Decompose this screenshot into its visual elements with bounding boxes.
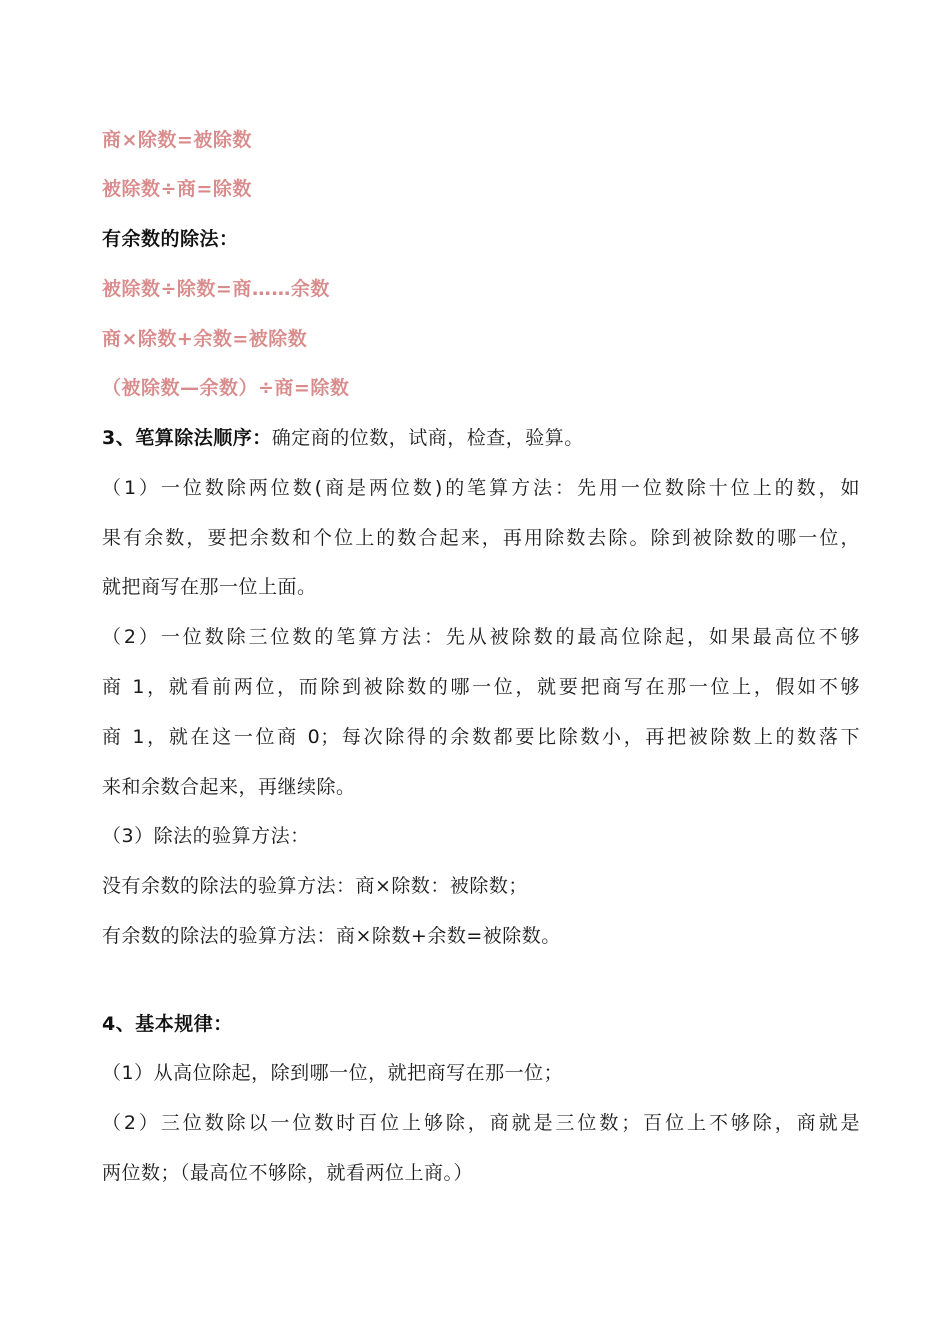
formula-remainder-check: 商×除数+余数=被除数 (102, 328, 308, 350)
formula-quotient-times-divisor: 商×除数=被除数 (102, 129, 252, 151)
section3-p3-line1: 没有余数的除法的验算方法：商×除数：被除数； (102, 875, 528, 897)
section3-p2-line1: （2）一位数除三位数的笔算方法：先从被除数的最高位除起，如果最高位不够 (102, 626, 860, 648)
section3-p2-line3: 商 1，就在这一位商 0；每次除得的余数都要比除数小，再把被除数上的数落下 (102, 726, 860, 748)
section3-p2-line4: 来和余数合起来，再继续除。 (102, 776, 356, 798)
section3-p3-title: （3）除法的验算方法： (102, 825, 310, 847)
section3-p1-line3: 就把商写在那一位上面。 (102, 576, 317, 598)
remainder-division-heading: 有余数的除法： (102, 228, 239, 250)
section4-p2-line2: 两位数；（最高位不够除，就看两位上商。） (102, 1162, 474, 1184)
section4-p2-line1: （2）三位数除以一位数时百位上够除，商就是三位数；百位上不够除，商就是 (102, 1112, 860, 1134)
section4-heading: 4、基本规律： (102, 1013, 233, 1035)
section3-p3-line2: 有余数的除法的验算方法：商×除数+余数=被除数。 (102, 925, 561, 947)
section3-heading-title: 3、笔算除法顺序： (102, 427, 272, 449)
section3-heading (102, 425, 584, 451)
section4-p1: （1）从高位除起，除到哪一位，就把商写在那一位； (102, 1062, 564, 1084)
formula-remainder-division: 被除数÷除数=商……余数 (102, 278, 330, 300)
section3-p1-line2: 果有余数，要把余数和个位上的数合起来，再用除数去除。除到被除数的哪一位， (102, 527, 860, 549)
section3-p1-line1: （1）一位数除两位数(商是两位数)的笔算方法：先用一位数除十位上的数，如 (102, 477, 860, 499)
section3-heading-text: 确定商的位数，试商，检查，验算。 (271, 427, 584, 449)
section3-p2-line2: 商 1，就看前两位，而除到被除数的哪一位，就要把商写在那一位上，假如不够 (102, 676, 860, 698)
formula-divisor-from-remainder: （被除数—余数）÷商=除数 (102, 377, 350, 399)
formula-dividend-div-quotient: 被除数÷商=除数 (102, 178, 252, 200)
